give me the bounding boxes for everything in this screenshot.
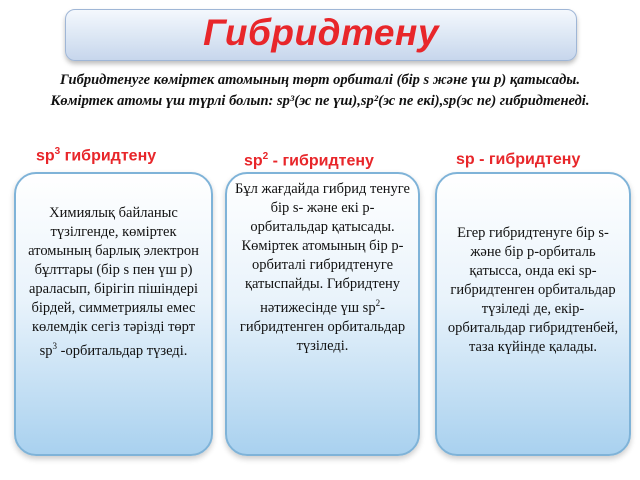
card-sp2-text-b: -гибридтенген орбитальдар түзіледі. — [239, 299, 406, 354]
heading-sp2-sup: 2 — [262, 151, 269, 162]
card-sp3-text — [22, 204, 205, 361]
heading-sp3-sup: 3 — [54, 146, 61, 157]
card-sp3-text-b: -орбитальдар түзеді. — [57, 342, 188, 359]
heading-sp3 — [36, 146, 156, 165]
card-sp2-text-sup: 2 — [375, 298, 381, 308]
heading-sp-suffix: - гибридтену — [474, 151, 581, 168]
heading-sp-prefix: sp — [456, 151, 475, 168]
heading-sp2-prefix: sp — [244, 152, 263, 170]
heading-sp2-suffix: - гибридтену — [268, 152, 374, 170]
intro-text: Гибридтенуге көміртек атомының төрт орбиталі (бір s және үш p) қатысады. Көміртек атомы үш түрлі болып: sp³(эс пе үш),sp²(эс пе екі),sp(эс пе) гибридтенеді. — [50, 72, 590, 109]
card-sp — [435, 172, 631, 456]
card-sp2-text — [233, 180, 412, 356]
card-sp3-text-sup: 3 — [52, 341, 58, 351]
heading-sp2 — [244, 151, 374, 170]
card-sp2-text-a: Бұл жағдайда гибрид тенуге бір s- және екі p- орбитальдар қатысады. Көміртек атомының бір p-орбиталі гибридтенуге қатыспайды. Гибридтену нәтижесінде үш sp — [235, 181, 410, 316]
heading-sp — [456, 151, 580, 169]
card-sp3-text-a: Химиялық байланыс түзілгенде, көміртек атомының барлық электрон бұлттары (бір s пен үш p) араласып, бірігіп пішіндері бірдей, симметриялы емес көлемдік сегіз тәрізді төрт sp — [28, 205, 199, 359]
card-sp2 — [225, 172, 420, 456]
heading-sp3-prefix: sp — [36, 147, 55, 165]
heading-sp3-suffix: гибридтену — [60, 147, 157, 165]
page-title: Гибридтену — [203, 12, 439, 53]
card-sp3 — [14, 172, 213, 456]
card-sp-text: Егер гибридтенуге бір s-және бір p-орбиталь қатысса, онда екі sp-гибридтенген орбитальдар түзіледі де, екір-орбитальдар гибридтенбей, таза күйінде қалады. — [447, 225, 619, 355]
title-banner — [65, 9, 577, 61]
